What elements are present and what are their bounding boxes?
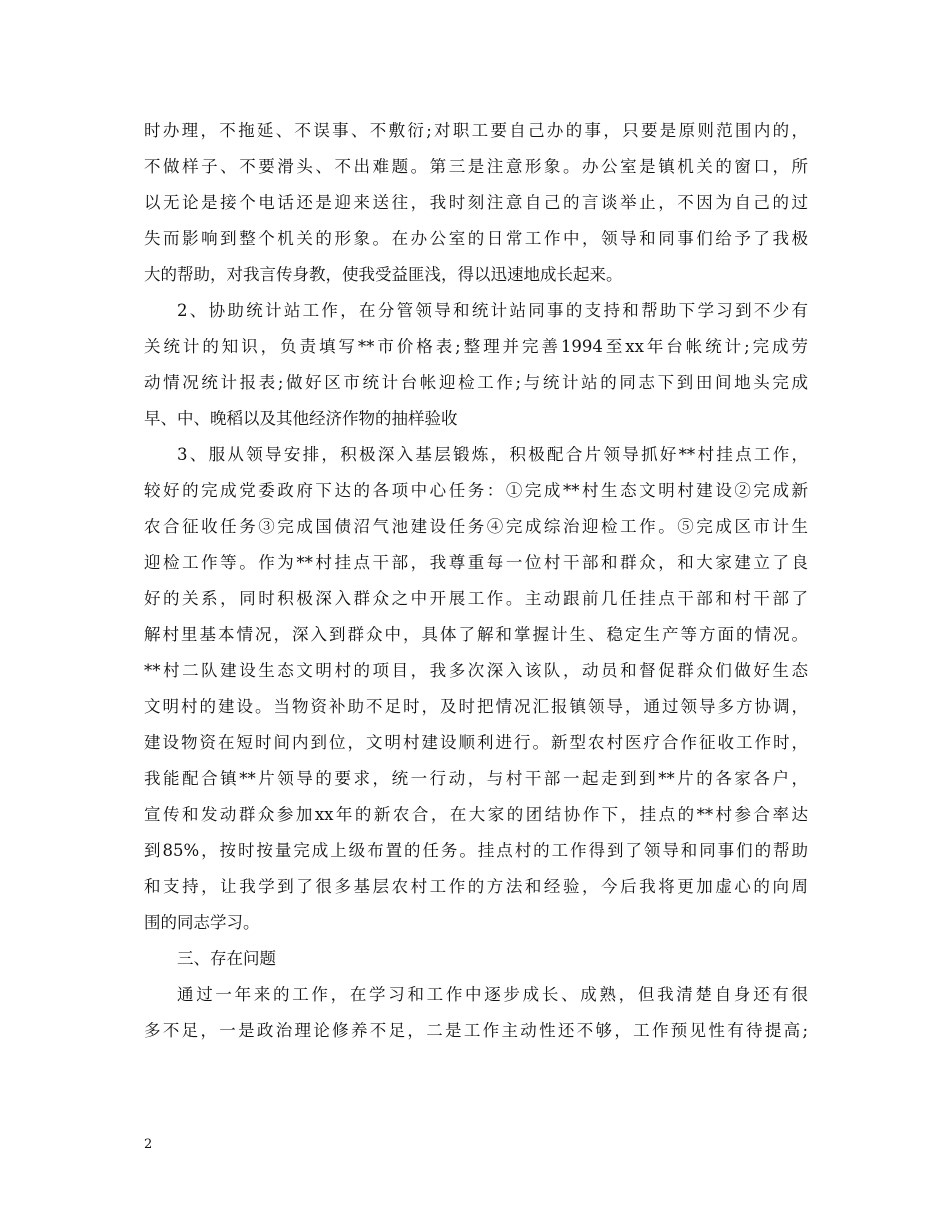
text-line: 好的关系，同时积极深入群众之中开展工作。主动跟前几任挂点干部和村干部了	[144, 589, 808, 608]
text-line: 到85%，按时按量完成上级布置的任务。挂点村的工作得到了领导和同事们的帮助	[144, 841, 808, 860]
page-number: 2	[144, 1137, 153, 1152]
text-line: 失而影响到整个机关的形象。在办公室的日常工作中，领导和同事们给予了我极	[144, 229, 808, 248]
text-line: 大的帮助，对我言传身教，使我受益匪浅，得以迅速地成长起来。	[144, 265, 623, 284]
text-line: 解村里基本情况，深入到群众中，具体了解和掌握计生、稳定生产等方面的情况。	[144, 625, 808, 644]
paragraph-first-line: 3、服从领导安排，积极深入基层锻炼，积极配合片领导抓好**村挂点工作，	[177, 445, 808, 464]
text-line: 农合征收任务③完成国债沼气池建设任务④完成综治迎检工作。⑤完成区市计生	[144, 517, 808, 536]
text-line: 早、中、晚稻以及其他经济作物的抽样验收	[144, 409, 458, 428]
section-heading: 三、存在问题	[177, 949, 276, 968]
paragraph-first-line: 2、协助统计站工作，在分管领导和统计站同事的支持和帮助下学习到不少有	[177, 301, 808, 320]
text-line: 建设物资在短时间内到位，文明村建设顺利进行。新型农村医疗合作征收工作时，	[144, 733, 808, 752]
text-line: 文明村的建设。当物资补助不足时，及时把情况汇报镇领导，通过领导多方协调，	[144, 697, 808, 716]
text-line: 时办理，不拖延、不误事、不敷衍;对职工要自己办的事，只要是原则范围内的，	[144, 121, 808, 140]
text-line: **村二队建设生态文明村的项目，我多次深入该队，动员和督促群众们做好生态	[144, 661, 808, 680]
text-line: 多不足，一是政治理论修养不足，二是工作主动性还不够，工作预见性有待提高;	[144, 1021, 808, 1040]
text-line: 不做样子、不要滑头、不出难题。第三是注意形象。办公室是镇机关的窗口，所	[144, 157, 808, 176]
text-line: 动情况统计报表;做好区市统计台帐迎检工作;与统计站的同志下到田间地头完成	[144, 373, 808, 392]
document-body	[144, 113, 808, 1049]
text-line: 我能配合镇**片领导的要求，统一行动，与村干部一起走到到**片的各家各户，	[144, 769, 808, 788]
text-line: 关统计的知识，负责填写**市价格表;整理并完善1994至xx年台帐统计;完成劳	[144, 337, 808, 356]
text-line: 以无论是接个电话还是迎来送往，我时刻注意自己的言谈举止，不因为自己的过	[144, 193, 808, 212]
text-line: 围的同志学习。	[144, 913, 260, 932]
text-line: 较好的完成党委政府下达的各项中心任务：①完成**村生态文明村建设②完成新	[144, 481, 808, 500]
paragraph-first-line: 通过一年来的工作，在学习和工作中逐步成长、成熟，但我清楚自身还有很	[177, 985, 808, 1004]
text-line: 迎检工作等。作为**村挂点干部，我尊重每一位村干部和群众，和大家建立了良	[144, 553, 808, 572]
text-line: 和支持，让我学到了很多基层农村工作的方法和经验，今后我将更加虚心的向周	[144, 877, 808, 896]
text-line: 宣传和发动群众参加xx年的新农合，在大家的团结协作下，挂点的**村参合率达	[144, 805, 808, 824]
